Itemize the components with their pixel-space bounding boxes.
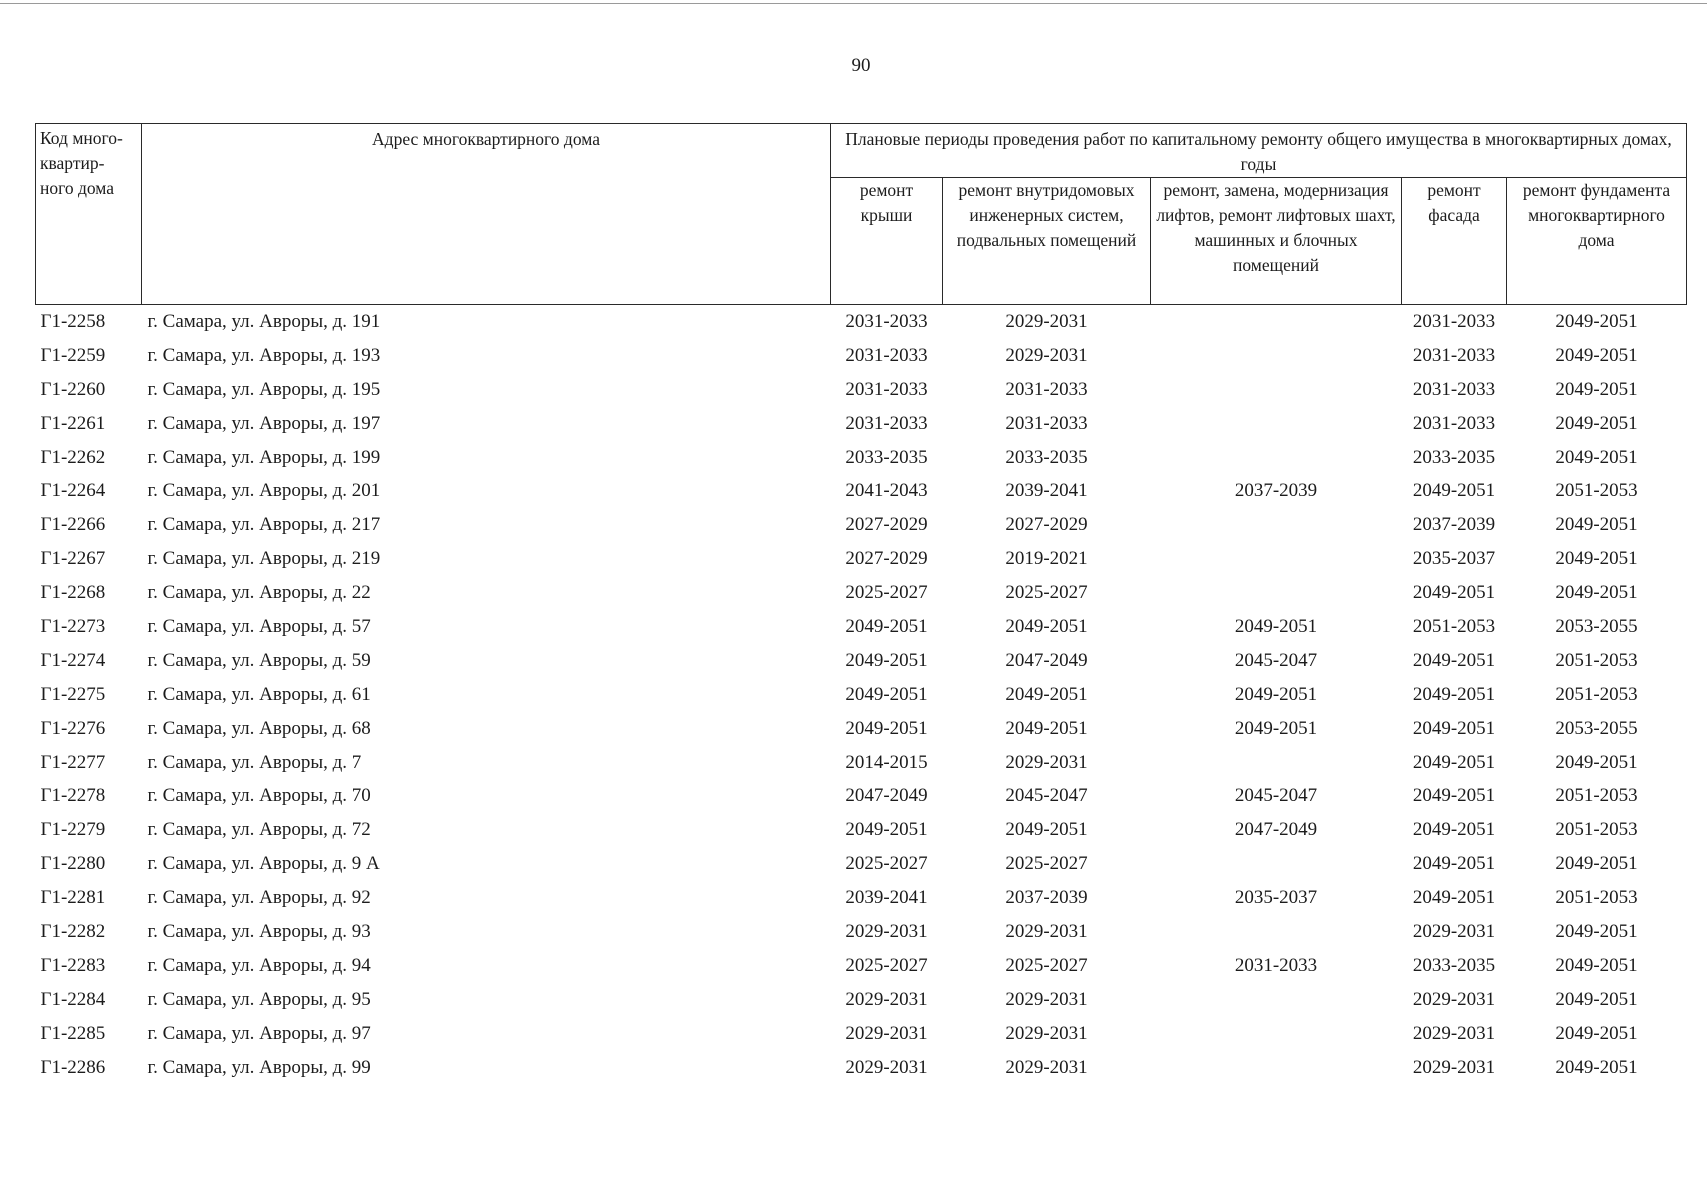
- cell-roof: 2047-2049: [845, 785, 928, 807]
- column-header-elevators: ремонт, замена, модернизация лифтов, ремонт лифтовых шахт, машинных и блочных помещений: [1151, 178, 1402, 305]
- cell-code: Г1-2268: [40, 582, 106, 604]
- cell-code: Г1-2283: [40, 954, 106, 976]
- cell-foundation: 2051-2053: [1555, 819, 1638, 841]
- cell-foundation: 2049-2051: [1555, 1056, 1638, 1078]
- cell-engineering: 2025-2027: [1005, 853, 1088, 875]
- cell-roof: 2025-2027: [845, 582, 928, 604]
- cell-facade: 2049-2051: [1412, 887, 1496, 909]
- cell-foundation: 2049-2051: [1555, 344, 1638, 366]
- cell-code: Г1-2267: [40, 548, 106, 570]
- repair-schedule-table: [35, 123, 1687, 1084]
- column-header-foundation: ремонт фундамента многоквартирного дома: [1507, 178, 1687, 305]
- cell-address: г. Самара, ул. Авроры, д. 197: [147, 412, 381, 434]
- column-header-code: Код много-квартир-ного дома: [36, 124, 142, 305]
- cell-elevators: [1151, 373, 1402, 407]
- cell-roof: 2014-2015: [845, 751, 928, 773]
- cell-facade: 2049-2051: [1412, 785, 1496, 807]
- cell-foundation: 2053-2055: [1555, 615, 1638, 637]
- cell-roof: 2049-2051: [845, 717, 928, 739]
- cell-engineering: 2025-2027: [1005, 582, 1088, 604]
- column-header-planned-periods: Плановые периоды проведения работ по капитальному ремонту общего имущества в многоквартирных домах, годы: [831, 124, 1687, 178]
- cell-address: г. Самара, ул. Авроры, д. 99: [147, 1056, 371, 1078]
- cell-facade: 2033-2035: [1412, 446, 1496, 468]
- cell-roof: 2029-2031: [845, 1022, 928, 1044]
- cell-foundation: 2049-2051: [1555, 988, 1638, 1010]
- cell-engineering: 2033-2035: [1005, 446, 1088, 468]
- table-row: [36, 1017, 1687, 1051]
- cell-roof: 2025-2027: [845, 853, 928, 875]
- cell-foundation: 2051-2053: [1555, 785, 1638, 807]
- cell-code: Г1-2273: [40, 615, 106, 637]
- cell-roof: 2029-2031: [845, 1056, 928, 1078]
- cell-foundation: 2049-2051: [1555, 548, 1638, 570]
- column-header-engineering: ремонт внутридомовых инженерных систем, подвальных помещений: [943, 178, 1151, 305]
- cell-engineering: 2027-2029: [1005, 514, 1088, 536]
- cell-address: г. Самара, ул. Авроры, д. 191: [147, 310, 381, 332]
- cell-address: г. Самара, ул. Авроры, д. 93: [147, 920, 371, 942]
- cell-elevators: [1151, 915, 1402, 949]
- cell-roof: 2039-2041: [845, 887, 928, 909]
- cell-code: Г1-2279: [40, 819, 106, 841]
- table-row: [36, 305, 1687, 339]
- cell-elevators: 2047-2049: [1234, 819, 1318, 841]
- cell-roof: 2049-2051: [845, 683, 928, 705]
- cell-elevators: 2045-2047: [1234, 649, 1318, 671]
- cell-foundation: 2049-2051: [1555, 582, 1638, 604]
- cell-foundation: 2049-2051: [1555, 853, 1638, 875]
- cell-roof: 2029-2031: [845, 920, 928, 942]
- cell-foundation: 2049-2051: [1555, 751, 1638, 773]
- table-row: [36, 610, 1687, 644]
- cell-elevators: [1151, 542, 1402, 576]
- table-row: [36, 542, 1687, 576]
- cell-address: г. Самара, ул. Авроры, д. 61: [147, 683, 371, 705]
- cell-facade: 2037-2039: [1412, 514, 1496, 536]
- cell-foundation: 2049-2051: [1555, 412, 1638, 434]
- cell-code: Г1-2274: [40, 649, 106, 671]
- cell-engineering: 2031-2033: [1005, 412, 1088, 434]
- cell-engineering: 2049-2051: [1005, 819, 1088, 841]
- cell-elevators: [1151, 407, 1402, 441]
- cell-address: г. Самара, ул. Авроры, д. 68: [147, 717, 371, 739]
- table-row: [36, 915, 1687, 949]
- cell-code: Г1-2278: [40, 785, 106, 807]
- cell-roof: 2027-2029: [845, 514, 928, 536]
- cell-engineering: 2047-2049: [1005, 649, 1088, 671]
- cell-roof: 2041-2043: [845, 480, 928, 502]
- table-row: [36, 779, 1687, 813]
- cell-facade: 2031-2033: [1412, 344, 1496, 366]
- cell-facade: 2049-2051: [1412, 717, 1496, 739]
- cell-engineering: 2029-2031: [1005, 310, 1088, 332]
- cell-foundation: 2049-2051: [1555, 920, 1638, 942]
- cell-facade: 2029-2031: [1412, 920, 1496, 942]
- cell-code: Г1-2261: [40, 412, 106, 434]
- cell-engineering: 2039-2041: [1005, 480, 1088, 502]
- cell-code: Г1-2260: [40, 378, 106, 400]
- cell-address: г. Самара, ул. Авроры, д. 57: [147, 615, 371, 637]
- cell-code: Г1-2281: [40, 887, 106, 909]
- cell-code: Г1-2264: [40, 480, 106, 502]
- cell-elevators: [1151, 746, 1402, 780]
- cell-foundation: 2051-2053: [1555, 887, 1638, 909]
- table-row: [36, 441, 1687, 475]
- cell-foundation: 2053-2055: [1555, 717, 1638, 739]
- cell-facade: 2031-2033: [1412, 412, 1496, 434]
- cell-engineering: 2029-2031: [1005, 1022, 1088, 1044]
- cell-engineering: 2029-2031: [1005, 1056, 1088, 1078]
- cell-engineering: 2049-2051: [1005, 615, 1088, 637]
- cell-roof: 2031-2033: [845, 310, 928, 332]
- cell-code: Г1-2282: [40, 920, 106, 942]
- cell-engineering: 2029-2031: [1005, 920, 1088, 942]
- cell-foundation: 2051-2053: [1555, 649, 1638, 671]
- cell-roof: 2049-2051: [845, 615, 928, 637]
- cell-facade: 2049-2051: [1412, 582, 1496, 604]
- table-row: [36, 983, 1687, 1017]
- cell-elevators: [1151, 305, 1402, 339]
- cell-elevators: [1151, 1051, 1402, 1085]
- cell-engineering: 2049-2051: [1005, 717, 1088, 739]
- cell-address: г. Самара, ул. Авроры, д. 193: [147, 344, 381, 366]
- table-row: [36, 644, 1687, 678]
- cell-code: Г1-2258: [40, 310, 106, 332]
- page-number: 90: [851, 55, 871, 76]
- table-row: [36, 847, 1687, 881]
- cell-facade: 2049-2051: [1412, 649, 1496, 671]
- cell-elevators: [1151, 983, 1402, 1017]
- table-row: [36, 576, 1687, 610]
- cell-engineering: 2045-2047: [1005, 785, 1088, 807]
- table-row: [36, 474, 1687, 508]
- cell-code: Г1-2266: [40, 514, 106, 536]
- cell-foundation: 2049-2051: [1555, 310, 1638, 332]
- cell-engineering: 2029-2031: [1005, 344, 1088, 366]
- cell-address: г. Самара, ул. Авроры, д. 195: [147, 378, 381, 400]
- column-header-facade: ремонт фасада: [1402, 178, 1507, 305]
- cell-code: Г1-2280: [40, 853, 106, 875]
- cell-code: Г1-2262: [40, 446, 106, 468]
- table-row: [36, 1051, 1687, 1085]
- cell-code: Г1-2277: [40, 751, 106, 773]
- table-header: [36, 124, 1687, 305]
- cell-elevators: 2049-2051: [1234, 683, 1318, 705]
- table-row: [36, 712, 1687, 746]
- cell-facade: 2029-2031: [1412, 988, 1496, 1010]
- cell-code: Г1-2276: [40, 717, 106, 739]
- cell-facade: 2049-2051: [1412, 751, 1496, 773]
- cell-address: г. Самара, ул. Авроры, д. 92: [147, 887, 371, 909]
- table-row: [36, 881, 1687, 915]
- cell-address: г. Самара, ул. Авроры, д. 97: [147, 1022, 371, 1044]
- cell-elevators: 2045-2047: [1234, 785, 1318, 807]
- cell-foundation: 2049-2051: [1555, 514, 1638, 536]
- cell-engineering: 2025-2027: [1005, 954, 1088, 976]
- cell-elevators: 2031-2033: [1234, 954, 1318, 976]
- cell-roof: 2027-2029: [845, 548, 928, 570]
- cell-facade: 2029-2031: [1412, 1022, 1496, 1044]
- cell-elevators: [1151, 441, 1402, 475]
- cell-foundation: 2049-2051: [1555, 1022, 1638, 1044]
- cell-address: г. Самара, ул. Авроры, д. 217: [147, 514, 381, 536]
- cell-facade: 2029-2031: [1412, 1056, 1496, 1078]
- table-body: [36, 305, 1687, 1085]
- cell-code: Г1-2259: [40, 344, 106, 366]
- cell-elevators: 2035-2037: [1234, 887, 1318, 909]
- table-row: [36, 949, 1687, 983]
- cell-facade: 2031-2033: [1412, 378, 1496, 400]
- cell-code: Г1-2285: [40, 1022, 106, 1044]
- cell-elevators: 2037-2039: [1234, 480, 1318, 502]
- table-row: [36, 813, 1687, 847]
- cell-roof: 2031-2033: [845, 378, 928, 400]
- cell-foundation: 2049-2051: [1555, 954, 1638, 976]
- cell-roof: 2029-2031: [845, 988, 928, 1010]
- top-rule: [0, 3, 1707, 4]
- table-row: [36, 508, 1687, 542]
- cell-code: Г1-2275: [40, 683, 106, 705]
- cell-elevators: [1151, 847, 1402, 881]
- cell-address: г. Самара, ул. Авроры, д. 59: [147, 649, 371, 671]
- table-row: [36, 407, 1687, 441]
- cell-foundation: 2051-2053: [1555, 683, 1638, 705]
- cell-roof: 2031-2033: [845, 412, 928, 434]
- cell-elevators: [1151, 1017, 1402, 1051]
- cell-address: г. Самара, ул. Авроры, д. 9 А: [147, 853, 380, 875]
- table-row: [36, 339, 1687, 373]
- cell-facade: 2035-2037: [1412, 548, 1496, 570]
- cell-elevators: 2049-2051: [1234, 717, 1318, 739]
- cell-address: г. Самара, ул. Авроры, д. 7: [147, 751, 362, 773]
- cell-roof: 2049-2051: [845, 819, 928, 841]
- cell-facade: 2031-2033: [1412, 310, 1496, 332]
- cell-roof: 2049-2051: [845, 649, 928, 671]
- cell-engineering: 2019-2021: [1005, 548, 1088, 570]
- cell-roof: 2031-2033: [845, 344, 928, 366]
- cell-address: г. Самара, ул. Авроры, д. 22: [147, 582, 371, 604]
- cell-elevators: [1151, 508, 1402, 542]
- table-row: [36, 678, 1687, 712]
- cell-address: г. Самара, ул. Авроры, д. 199: [147, 446, 381, 468]
- cell-address: г. Самара, ул. Авроры, д. 219: [147, 548, 381, 570]
- cell-code: Г1-2284: [40, 988, 106, 1010]
- cell-code: Г1-2286: [40, 1056, 106, 1078]
- table-row: [36, 373, 1687, 407]
- cell-foundation: 2049-2051: [1555, 378, 1638, 400]
- cell-address: г. Самара, ул. Авроры, д. 94: [147, 954, 371, 976]
- cell-facade: 2049-2051: [1412, 683, 1496, 705]
- cell-facade: 2049-2051: [1412, 480, 1496, 502]
- cell-address: г. Самара, ул. Авроры, д. 72: [147, 819, 371, 841]
- cell-facade: 2033-2035: [1412, 954, 1496, 976]
- cell-facade: 2049-2051: [1412, 853, 1496, 875]
- cell-engineering: 2029-2031: [1005, 751, 1088, 773]
- cell-address: г. Самара, ул. Авроры, д. 70: [147, 785, 371, 807]
- cell-engineering: 2049-2051: [1005, 683, 1088, 705]
- cell-elevators: [1151, 339, 1402, 373]
- column-header-roof: ремонт крыши: [831, 178, 943, 305]
- cell-facade: 2051-2053: [1412, 615, 1496, 637]
- cell-roof: 2033-2035: [845, 446, 928, 468]
- cell-elevators: [1151, 576, 1402, 610]
- cell-roof: 2025-2027: [845, 954, 928, 976]
- cell-engineering: 2037-2039: [1005, 887, 1088, 909]
- cell-engineering: 2031-2033: [1005, 378, 1088, 400]
- cell-facade: 2049-2051: [1412, 819, 1496, 841]
- cell-address: г. Самара, ул. Авроры, д. 95: [147, 988, 371, 1010]
- table-row: [36, 746, 1687, 780]
- cell-foundation: 2051-2053: [1555, 480, 1638, 502]
- cell-address: г. Самара, ул. Авроры, д. 201: [147, 480, 381, 502]
- column-header-address: Адрес многоквартирного дома: [142, 124, 831, 305]
- cell-foundation: 2049-2051: [1555, 446, 1638, 468]
- cell-elevators: 2049-2051: [1234, 615, 1318, 637]
- cell-engineering: 2029-2031: [1005, 988, 1088, 1010]
